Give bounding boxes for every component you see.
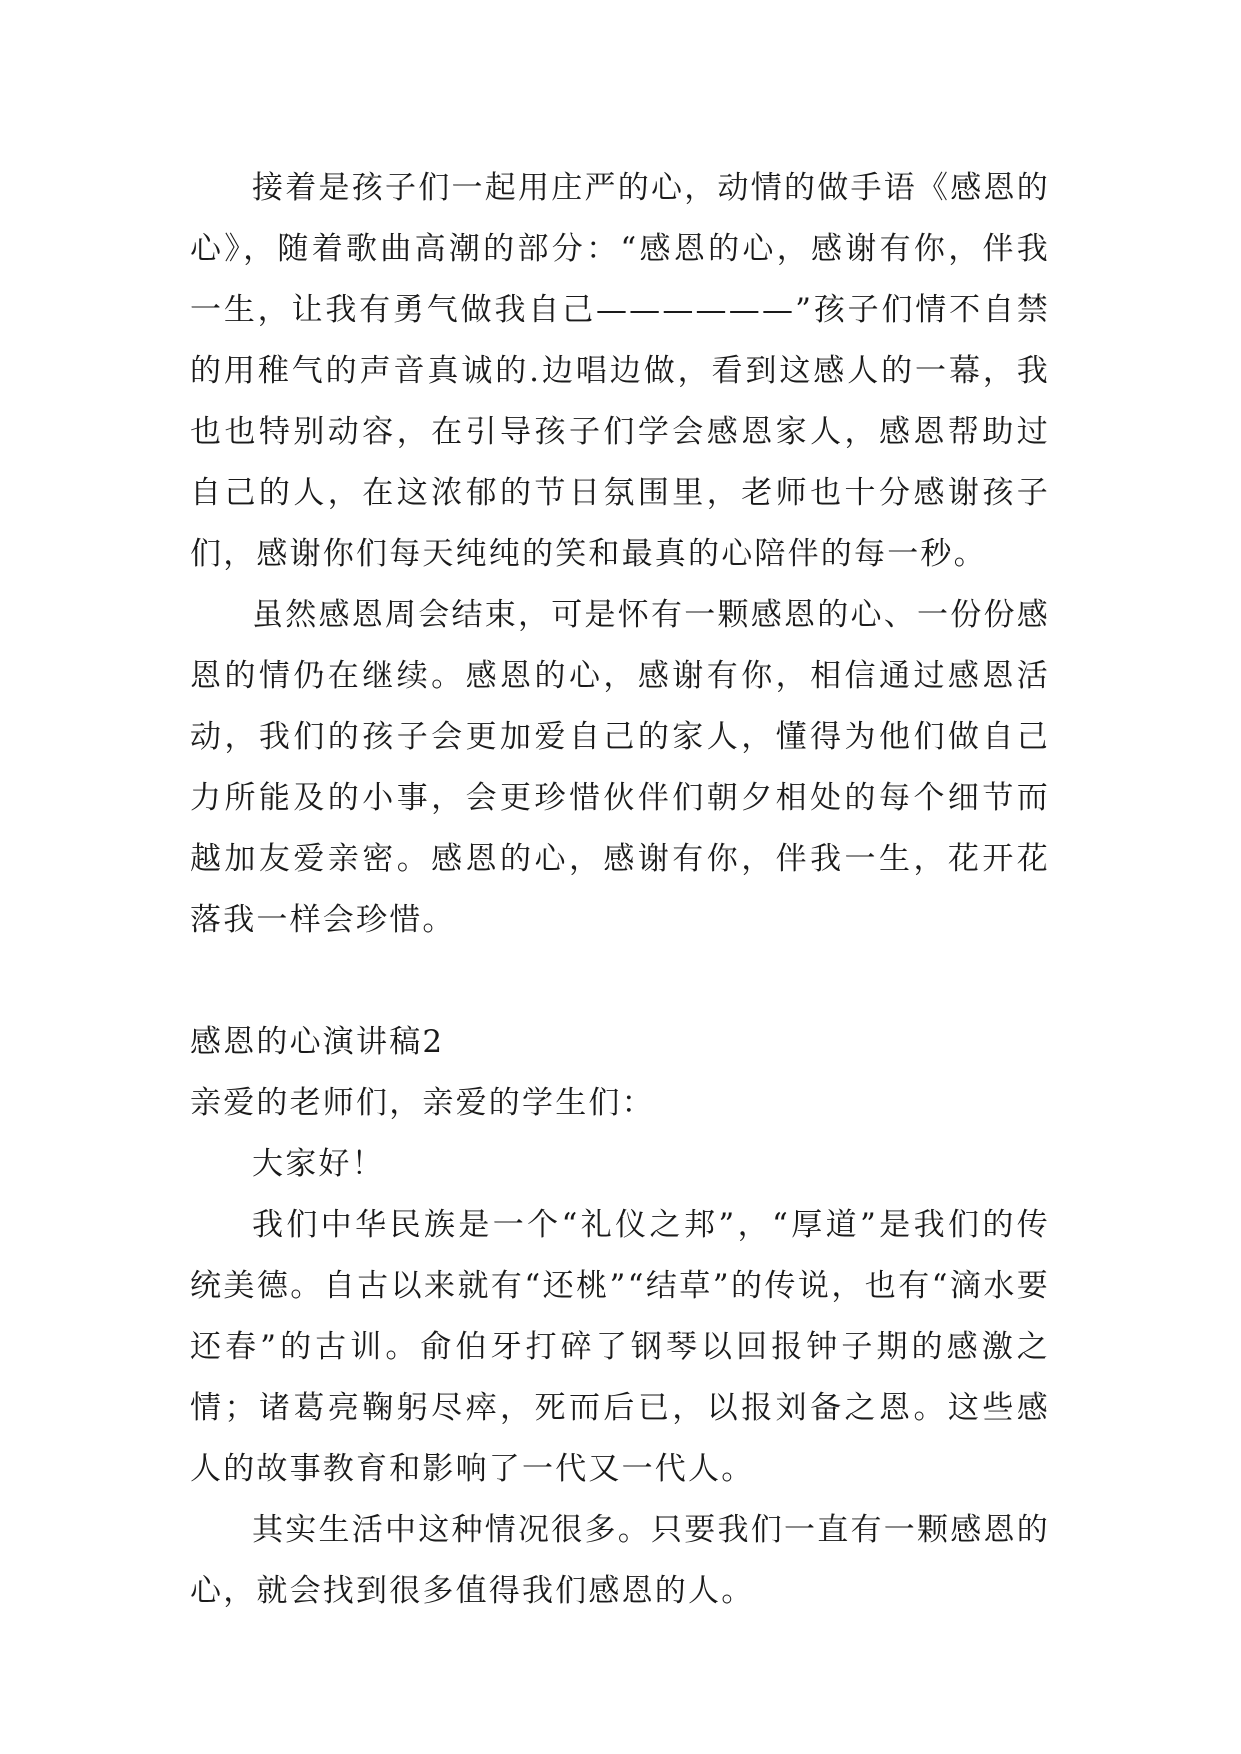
section-title: 感恩的心演讲稿2 [190,1024,445,1060]
paragraph-gratitude-continues: 虽然感恩周会结束，可是怀有一颗感恩的心、一份份感恩的情仍在继续。感恩的心，感谢有你，相信通过感恩活动，我们的孩子会更加爱自己的家人，懂得为他们做自己力所能及的小事，会更珍惜伙伴们朝夕相处的每个细节而越加友爱亲密。感恩的心，感谢有你，伴我一生，花开花落我一样会珍惜。 [190,597,1050,938]
paragraph-sign-language: 接着是孩子们一起用庄严的心，动情的做手语《感恩的心》，随着歌曲高潮的部分：“感恩的心，感谢有你，伴我一生，让我有勇气做我自己——————”孩子们情不自禁的用稚气的声音真诚的.边唱边做，看到这感人的一幕，我也也特别动容，在引导孩子们学会感恩家人，感恩帮助过自己的人，在这浓郁的节日氛围里，老师也十分感谢孩子们，感谢你们每天纯纯的笑和最真的心陪伴的每一秒。 [190,170,1050,572]
paragraph-grateful-heart: 其实生活中这种情况很多。只要我们一直有一颗感恩的心，就会找到很多值得我们感恩的人。 [190,1512,1050,1609]
section-gap [190,951,1050,1012]
salutation: 亲爱的老师们，亲爱的学生们： [190,1085,655,1121]
paragraph-chinese-virtues: 我们中华民族是一个“礼仪之邦”，“厚道”是我们的传统美德。自古以来就有“还桃”“结草”的传说，也有“滴水要还春”的古训。俞伯牙打碎了钢琴以回报钟子期的感激之情；诸葛亮鞠躬尽瘁，死而后已，以报刘备之恩。这些感人的故事教育和影响了一代又一代人。 [190,1207,1050,1487]
greeting: 大家好！ [252,1146,385,1182]
document-body [190,158,1050,1622]
